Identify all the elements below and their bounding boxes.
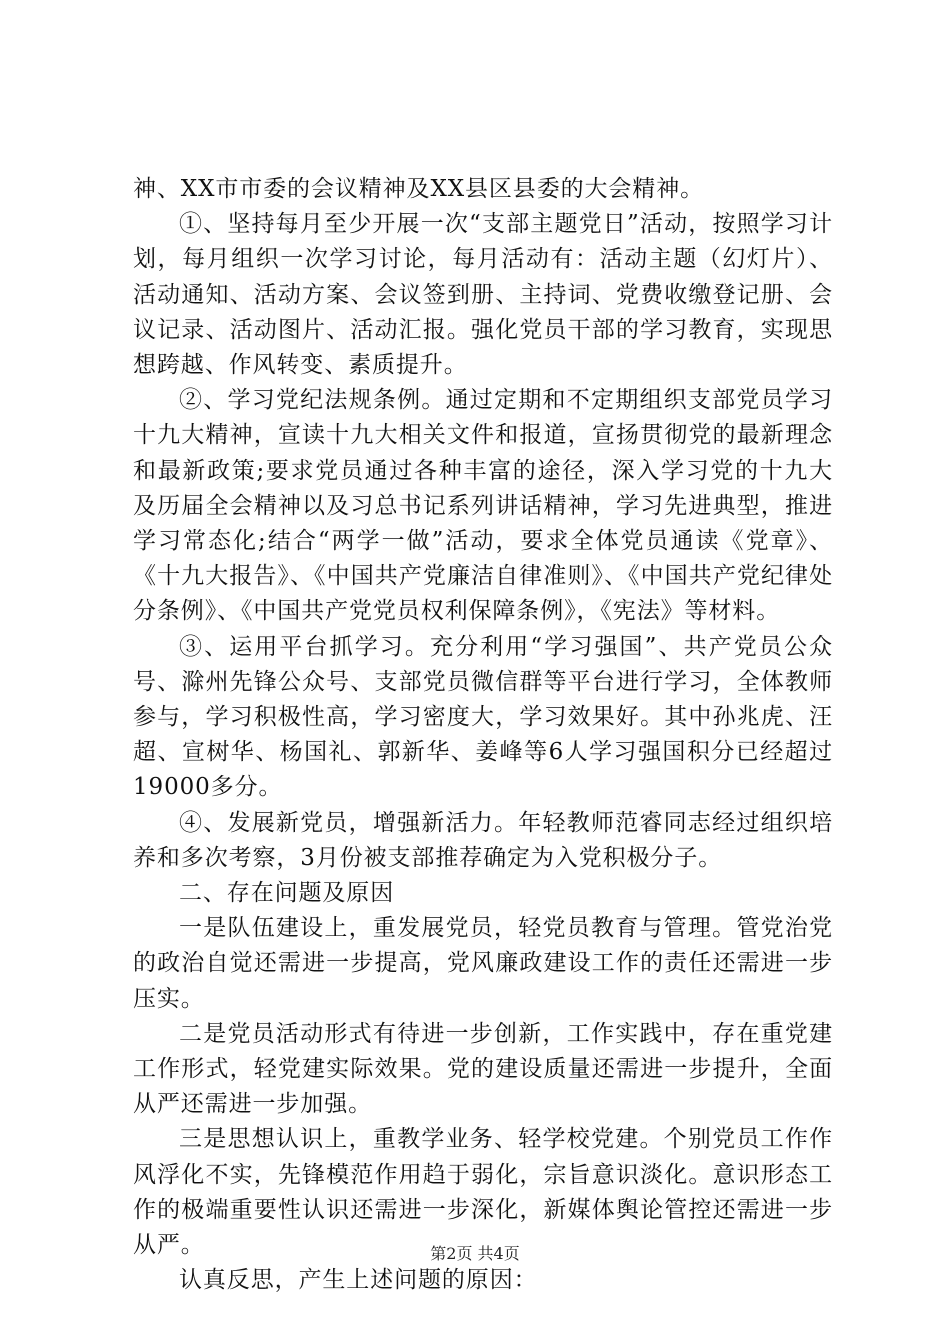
paragraph-reflection: 认真反思，产生上述问题的原因：: [179, 1267, 538, 1294]
page-number-label: 第2页 共4页: [430, 1244, 520, 1263]
paragraph-problem-2: 二是党员活动形式有待进一步创新，工作实践中，存在重党建工作形式，轻党建实际效果。党的建设质量还需进一步提升，全面从严还需进一步加强。: [133, 1020, 833, 1118]
paragraph-item-3: ③、运用平台抓学习。充分利用“学习强国”、共产党员公众号、滁州先锋公众号、支部党员微信群等平台进行学习，全体教师参与，学习积极性高，学习密度大，学习效果好。其中孙兆虎、汪超、宣树华、杨国礼、郭新华、姜峰等6人学习强国积分已经超过19000多分。: [133, 633, 833, 801]
paragraph-continuation: 神、XX市市委的会议精神及XX县区县委的大会精神。: [133, 176, 704, 202]
section-heading-problems: 二、存在问题及原因: [179, 880, 395, 907]
paragraph-problem-3: 三是思想认识上，重教学业务、轻学校党建。个别党员工作作风浮化不实，先锋模范作用趋于弱化，宗旨意识淡化。意识形态工作的极端重要性认识还需进一步深化，新媒体舆论管控还需进一步从严。: [133, 1126, 833, 1259]
paragraph-item-1: ①、坚持每月至少开展一次“支部主题党日”活动，按照学习计划，每月组织一次学习讨论，每月活动有：活动主题（幻灯片）、活动通知、活动方案、会议签到册、主持词、党费收缴登记册、会议记录、活动图片、活动汇报。强化党员干部的学习教育，实现思想跨越、作风转变、素质提升。: [133, 211, 833, 379]
paragraph-item-2: ②、学习党纪法规条例。通过定期和不定期组织支部党员学习十九大精神，宣读十九大相关文件和报道，宣扬贯彻党的最新理念和最新政策;要求党员通过各种丰富的途径，深入学习党的十九大及历届全会精神以及习总书记系列讲话精神，学习先进典型，推进学习常态化;结合“两学一做”活动，要求全体党员通读《党章》、《十九大报告》、《中国共产党廉洁自律准则》、《中国共产党纪律处分条例》、《中国共产党党员权利保障条例》，《宪法》等材料。: [133, 387, 833, 625]
document-body: [133, 172, 833, 1299]
page-footer: [0, 1244, 950, 1264]
paragraph-problem-1: 一是队伍建设上，重发展党员，轻党员教育与管理。管党治党的政治自觉还需进一步提高，党风廉政建设工作的责任还需进一步压实。: [133, 915, 833, 1012]
paragraph-item-4: ④、发展新党员，增强新活力。年轻教师范睿同志经过组织培养和多次考察，3月份被支部推荐确定为入党积极分子。: [133, 809, 833, 871]
